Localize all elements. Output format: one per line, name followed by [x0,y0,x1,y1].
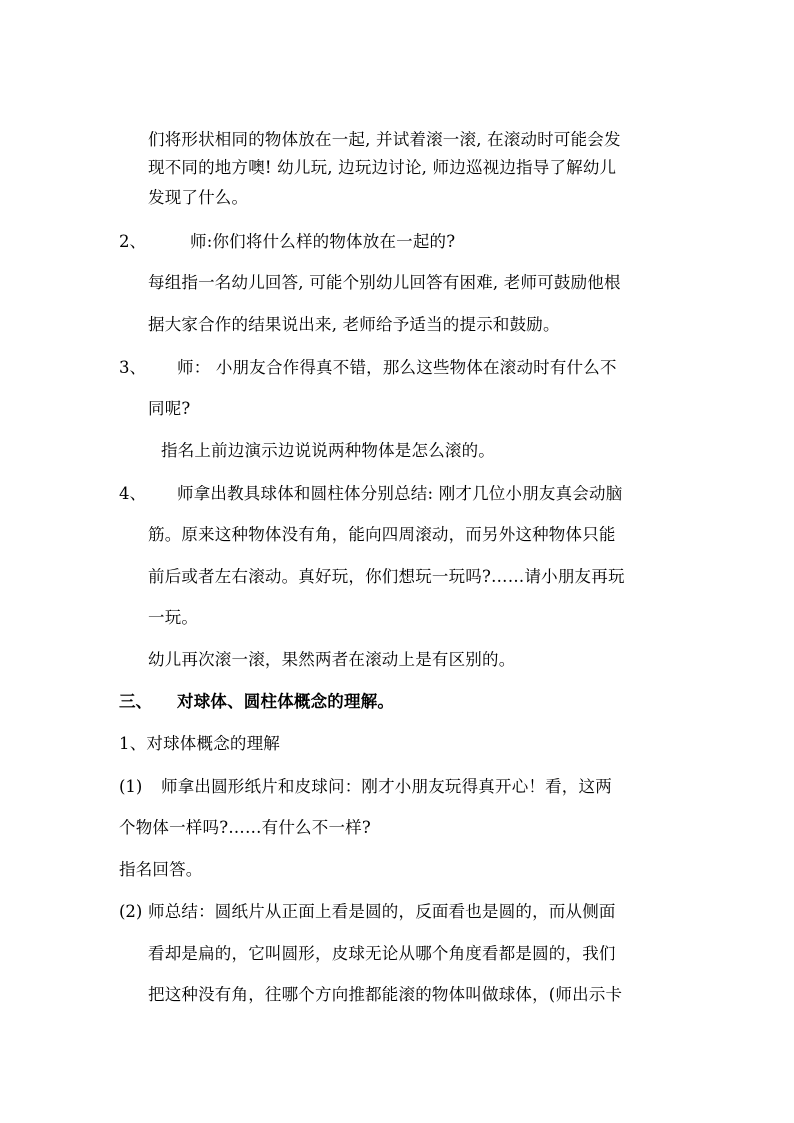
text-line: 师拿出教具球体和圆柱体分别总结: 刚才几位小朋友真会动脑 [177,484,623,503]
text-line: 们将形状相同的物体放在一起, 并试着滚一滚, 在滚动时可能会发 [148,130,621,149]
section-marker: 三、 [119,692,152,711]
text-line: 师： 小朋友合作得真不错，那么这些物体在滚动时有什么不 [177,358,617,377]
text-line: 幼儿再次滚一滚，果然两者在滚动上是有区别的。 [148,650,516,669]
list-marker: 2、 [119,232,146,251]
list-marker: (2) [119,902,143,921]
text-line: 师总结：圆纸片从正面上看是圆的，反面看也是圆的，而从侧面 [148,902,616,921]
text-line: 同呢? [148,399,191,418]
text-line: 筋。原来这种物体没有角，能向四周滚动，而另外这种物体只能 [148,525,616,544]
subsection-heading: 1、对球体概念的理解 [119,734,280,753]
text-line: 现不同的地方噢! 幼儿玩, 边玩边讨论, 师边巡视边指导了解幼儿 [148,158,617,177]
text-line: 每组指一名幼儿回答, 可能个别幼儿回答有困难, 老师可鼓励他根 [148,273,621,292]
text-line: 看却是扁的，它叫圆形，皮球无论从哪个角度看都是圆的，我们 [148,944,616,963]
text-line: 师拿出圆形纸片和皮球问：刚才小朋友玩得真开心！看，这两 [161,777,612,796]
text-line: 把这种没有角，往哪个方向推都能滚的物体叫做球体，(师出示卡 [148,985,623,1004]
text-line: 师:你们将什么样的物体放在一起的? [190,232,456,251]
text-line: 指名回答。 [119,860,203,879]
list-marker: 4、 [119,484,146,503]
text-line: 发现了什么。 [148,188,249,207]
text-line: 前后或者左右滚动。真好玩，你们想玩一玩吗?……请小朋友再玩 [148,567,625,586]
list-marker: 3、 [119,358,146,377]
text-line: 一玩。 [148,608,199,627]
text-line: 据大家合作的结果说出来, 老师给予适当的提示和鼓励。 [148,315,560,334]
text-line: 个物体一样吗?……有什么不一样? [119,818,371,837]
list-marker: (1) [119,777,143,796]
text-line: 指名上前边演示边说说两种物体是怎么滚的。 [161,441,495,460]
section-heading: 对球体、圆柱体概念的理解。 [177,692,395,711]
